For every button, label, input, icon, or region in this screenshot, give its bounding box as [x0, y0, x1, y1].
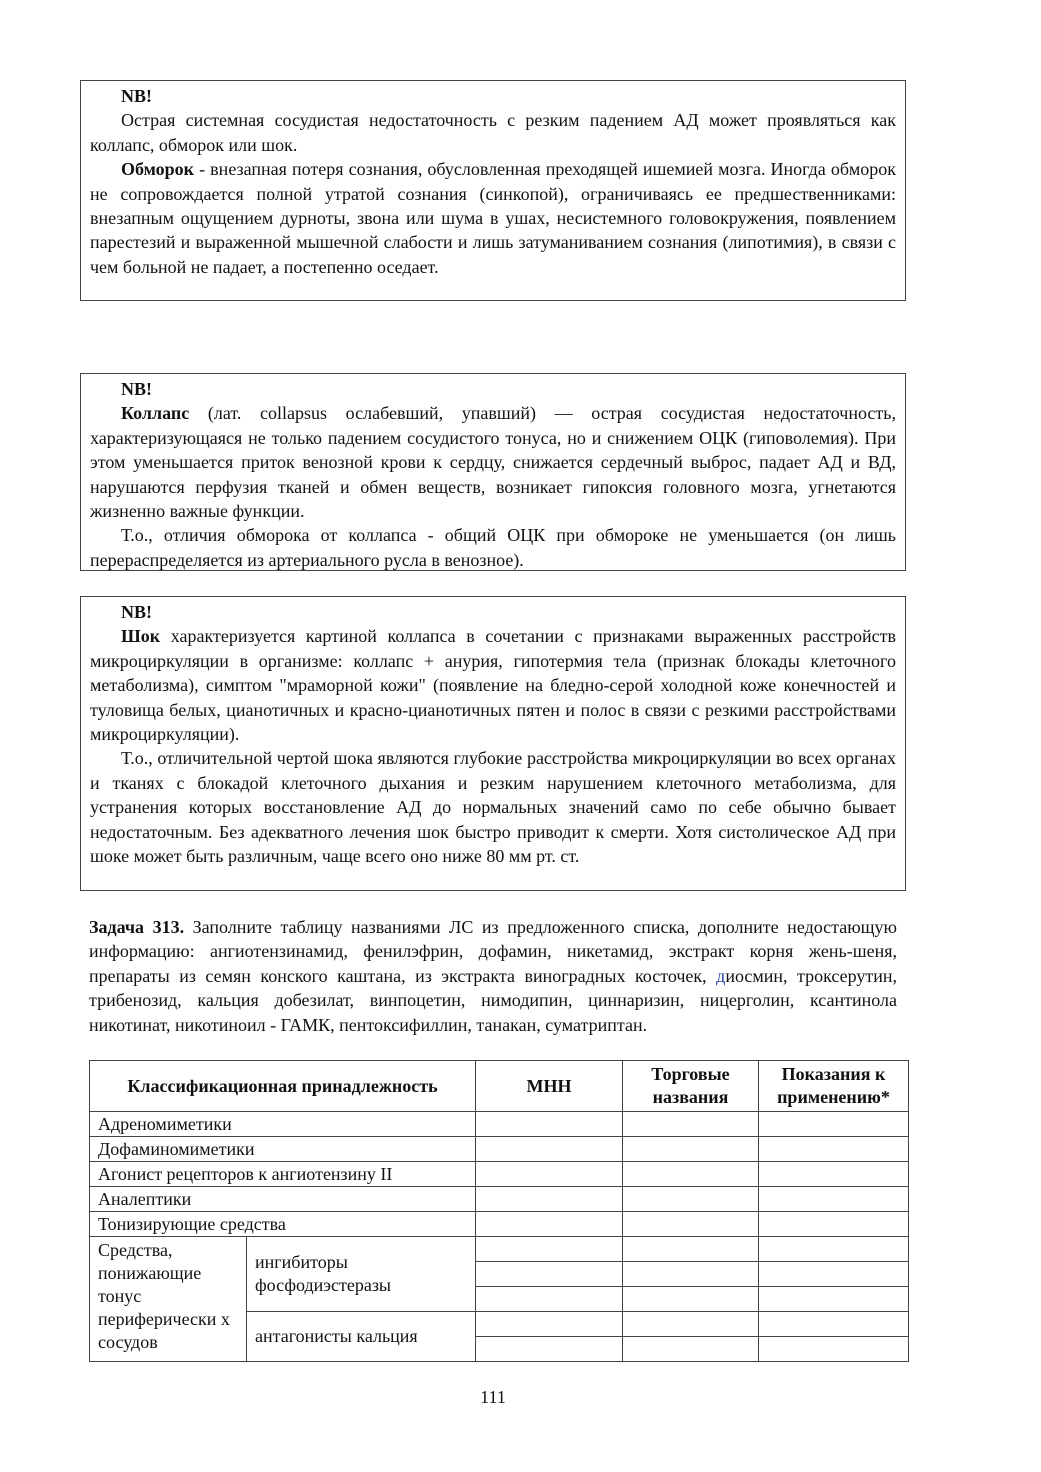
task-label: Задача 313. — [89, 917, 185, 937]
mnn-cell[interactable] — [476, 1187, 623, 1212]
table-header-row — [90, 1061, 909, 1112]
indications-cell[interactable] — [759, 1337, 909, 1362]
trade-cell[interactable] — [623, 1112, 759, 1137]
indications-cell[interactable] — [759, 1312, 909, 1337]
mnn-cell[interactable] — [476, 1237, 623, 1262]
nb-title: NB! — [121, 379, 152, 399]
indications-cell[interactable] — [759, 1137, 909, 1162]
nb-box-shock — [80, 596, 906, 891]
trade-cell[interactable] — [623, 1312, 759, 1337]
mnn-cell[interactable] — [476, 1262, 623, 1287]
trade-cell[interactable] — [623, 1187, 759, 1212]
page-number: 111 — [480, 1387, 506, 1407]
header-indications: Показания к применению* — [759, 1061, 909, 1112]
mnn-cell[interactable] — [476, 1287, 623, 1312]
trade-cell[interactable] — [623, 1262, 759, 1287]
mnn-cell[interactable] — [476, 1112, 623, 1137]
trade-cell[interactable] — [623, 1237, 759, 1262]
trade-cell[interactable] — [623, 1287, 759, 1312]
mnn-cell[interactable] — [476, 1137, 623, 1162]
table-row — [90, 1112, 909, 1137]
nb-paragraph: Т.о., отличительной чертой шока являются глубокие расстройства микроциркуляции во всех органах и тканях с блокадой клеточного дыхания и резким нарушением клеточного метаболизма, для устранения которых восстановление АД до нормальных значений само по себе обычно бывает недостаточным. Без адекватного лечения шок быстро приводит к смерти. Хотя систолическое АД при шоке может быть различным, чаще всего оно ниже 80 мм рт. ст. — [90, 748, 896, 867]
drug-classification-table — [89, 1060, 909, 1362]
task-text-highlight: д — [716, 965, 726, 986]
trade-cell[interactable] — [623, 1212, 759, 1237]
nb-box-collapse — [80, 373, 906, 571]
nb-paragraph — [90, 401, 896, 523]
term-shock: Шок — [121, 626, 161, 647]
task-paragraph — [89, 915, 897, 1037]
task-text: Заполните таблицу названиями ЛС из предложенного списка, дополните недостающую информацию: ангиотензинамид, фенилэфрин, дофамин, никетамид, экстракт корня жень-шеня, препараты из семян конского каштана, из экстракта виноградных косточек, — [89, 917, 897, 986]
nb-title: NB! — [121, 86, 152, 106]
header-trade: Торговые названия — [623, 1061, 759, 1112]
class-cell: Агонист рецепторов к ангиотензину II — [90, 1162, 476, 1187]
indications-cell[interactable] — [759, 1112, 909, 1137]
class-cell: Адреномиметики — [90, 1112, 476, 1137]
indications-cell[interactable] — [759, 1187, 909, 1212]
term-syncope: Обморок — [121, 159, 195, 180]
header-class: Классификационная принадлежность — [90, 1061, 476, 1112]
nb-paragraph: Острая системная сосудистая недостаточность с резким падением АД может проявляться как коллапс, обморок или шок. — [90, 110, 896, 155]
nb-title: NB! — [121, 602, 152, 622]
table-row — [90, 1162, 909, 1187]
table-row — [90, 1137, 909, 1162]
class-cell: Аналептики — [90, 1187, 476, 1212]
subclass-cell: ингибиторы фосфодиэстеразы — [247, 1237, 476, 1312]
task-text: иосмин, троксерутин, трибенозид, кальция добезилат, винпоцетин, нимодипин, циннаризин, ницерголин, ксантинола никотинат, никотиноил - ГАМК, пентоксифиллин, танакан, суматриптан. — [89, 965, 897, 1035]
nb-paragraph — [90, 157, 896, 279]
trade-cell[interactable] — [623, 1137, 759, 1162]
term-collapse: Коллапс — [121, 403, 190, 424]
nb-paragraph — [90, 624, 896, 746]
term-definition: (лат. collapsus ослабевший, упавший) — острая сосудистая недостаточность, характеризующаяся не только падением сосудистого тонуса, но и снижением ОЦК (гиповолемия). При этом уменьшается приток венозной крови к сердцу, снижается сердечный выброс, падает АД и ВД, нарушаются перфузия тканей и обмен веществ, возникает гипоксия головного мозга, угнетаются жизненно важные функции. — [90, 403, 896, 522]
trade-cell[interactable] — [623, 1162, 759, 1187]
term-definition: характеризуется картиной коллапса в сочетании с признаками выраженных расстройств микроциркуляции в организме: коллапс + анурия, гипотермия тела (признак блокады клеточного метаболизма), симптом "мраморной кожи" (появление на бледно-серой холодной коже конечностей и туловища белых, цианотичных и красно-цианотичных пятен и полос в связи с резкими расстройствами микроциркуляции). — [90, 626, 896, 745]
indications-cell[interactable] — [759, 1212, 909, 1237]
table-row — [90, 1212, 909, 1237]
indications-cell[interactable] — [759, 1237, 909, 1262]
nb-paragraph: Т.о., отличия обморока от коллапса - общий ОЦК при обмороке не уменьшается (он лишь перераспределяется из артериального русла в венозное). — [90, 525, 896, 570]
header-mnn: МНН — [476, 1061, 623, 1112]
indications-cell[interactable] — [759, 1162, 909, 1187]
group-class-cell: Средства, понижающие тонус периферически х сосудов — [90, 1237, 247, 1362]
class-cell: Дофаминомиметики — [90, 1137, 476, 1162]
subclass-cell: антагонисты кальция — [247, 1312, 476, 1362]
trade-cell[interactable] — [623, 1337, 759, 1362]
mnn-cell[interactable] — [476, 1212, 623, 1237]
mnn-cell[interactable] — [476, 1337, 623, 1362]
indications-cell[interactable] — [759, 1262, 909, 1287]
nb-box-syncope — [80, 80, 906, 301]
mnn-cell[interactable] — [476, 1162, 623, 1187]
class-cell: Тонизирующие средства — [90, 1212, 476, 1237]
mnn-cell[interactable] — [476, 1312, 623, 1337]
term-definition: - внезапная потеря сознания, обусловленная преходящей ишемией мозга. Иногда обморок не сопровождается полной утратой сознания (синкопой), ограничиваясь ее предшественниками: внезапным ощущением дурноты, звона или шума в ушах, несистемного головокружения, появлением парестезий и выраженной мышечной слабости и лишь затуманиванием сознания (липотимия), в связи с чем больной не падает, а постепенно оседает. — [90, 159, 896, 277]
indications-cell[interactable] — [759, 1287, 909, 1312]
table-row — [90, 1237, 909, 1262]
table-row — [90, 1187, 909, 1212]
